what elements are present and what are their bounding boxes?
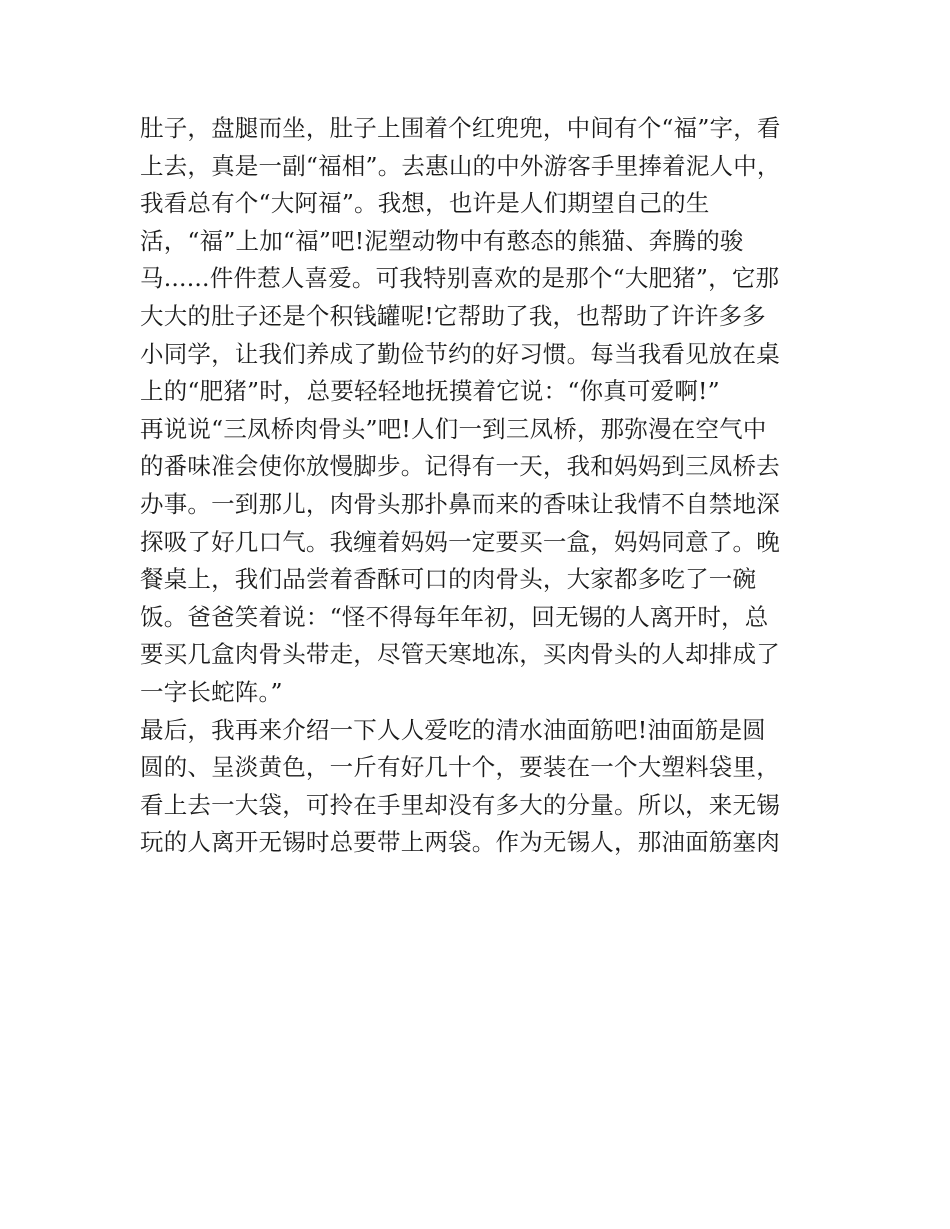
text-line: 活，“福”上加“福”吧!泥塑动物中有憨态的熊猫、奔腾的骏 (140, 226, 744, 255)
text-line: 玩的人离开无锡时总要带上两袋。作为无锡人，那油面筋塞肉 (140, 828, 780, 857)
text-line: 肚子，盘腿而坐，肚子上围着个红兜兜，中间有个“福”字，看 (140, 114, 781, 142)
text-line: 我看总有个“大阿福”。我想，也许是人们期望自己的生 (140, 189, 710, 218)
text-line: 的番味准会使你放慢脚步。记得有一天，我和妈妈到三凤桥去 (140, 452, 780, 481)
text-line: 最后，我再来介绍一下人人爱吃的清水油面筋吧!油面筋是圆 (140, 715, 766, 744)
text-line: 饭。爸爸笑着说：“怪不得每年年初，回无锡的人离开时，总 (140, 602, 769, 631)
document-page (140, 110, 820, 862)
text-line: 上去，真是一副“福相”。去惠山的中外游客手里捧着泥人中， (140, 151, 781, 180)
text-line: 看上去一大袋，可拎在手里却没有多大的分量。所以，来无锡 (140, 790, 780, 819)
text-line: 餐桌上，我们品尝着香酥可口的肉骨头，大家都多吃了一碗 (140, 565, 757, 594)
text-line: 圆的、呈淡黄色，一斤有好几十个，要装在一个大塑料袋里， (140, 753, 780, 782)
text-line: 要买几盒肉骨头带走，尽管天寒地冻，买肉骨头的人却排成了 (140, 640, 780, 669)
text-line: 大大的肚子还是个积钱罐呢!它帮助了我，也帮助了许许多多 (140, 301, 766, 330)
text-line: 办事。一到那儿，肉骨头那扑鼻而来的香味让我情不自禁地深 (140, 489, 780, 518)
text-line: 再说说“三凤桥肉骨头”吧!人们一到三凤桥，那弥漫在空气中 (140, 414, 767, 443)
text-line: 马......件件惹人喜爱。可我特别喜欢的是那个“大肥猪”，它那 (140, 264, 780, 293)
text-line: 探吸了好几口气。我缠着妈妈一定要买一盒，妈妈同意了。晚 (140, 527, 780, 556)
text-line: 一字长蛇阵。” (140, 677, 283, 706)
text-line: 上的“肥猪”时，总要轻轻地抚摸着它说：“你真可爱啊!” (140, 377, 720, 406)
text-line: 小同学，让我们养成了勤俭节约的好习惯。每当我看见放在桌 (140, 339, 780, 368)
